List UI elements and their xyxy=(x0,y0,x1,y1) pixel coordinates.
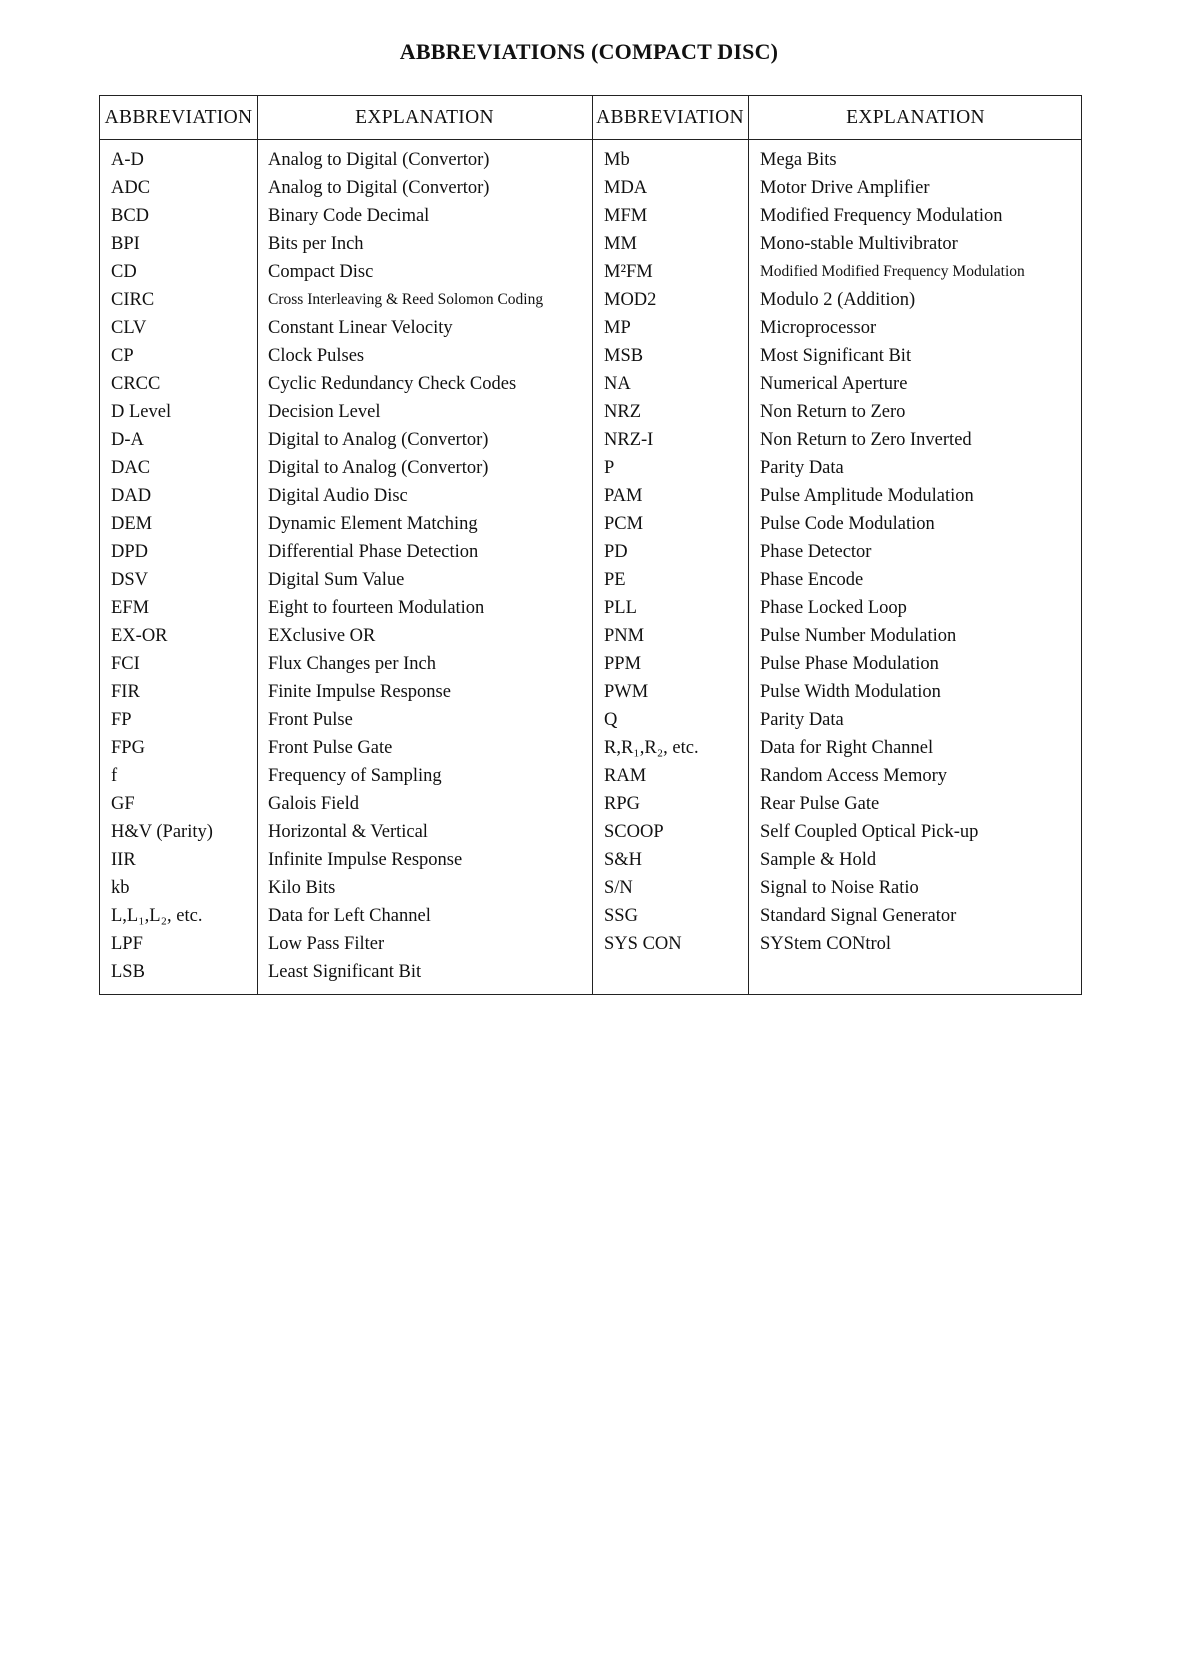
explanation-cell: SYStem CONtrol xyxy=(760,934,892,954)
abbreviation-cell: DEM xyxy=(111,514,153,534)
explanation-cell: Most Significant Bit xyxy=(760,346,912,366)
abbreviation-cell: SCOOP xyxy=(604,822,664,842)
explanation-cell: Signal to Noise Ratio xyxy=(760,878,919,898)
abbreviation-cell: f xyxy=(111,766,118,786)
explanation-cell: Finite Impulse Response xyxy=(268,682,451,702)
abbreviation-cell: LSB xyxy=(111,962,145,982)
explanation-cell: Analog to Digital (Convertor) xyxy=(268,150,490,170)
explanation-cell: Analog to Digital (Convertor) xyxy=(268,178,490,198)
explanation-cell: Motor Drive Amplifier xyxy=(760,178,930,198)
right-abbreviation-column xyxy=(604,146,699,958)
abbreviation-cell: GF xyxy=(111,794,135,814)
abbreviation-cell: kb xyxy=(111,878,130,898)
explanation-cell: Standard Signal Generator xyxy=(760,906,957,926)
abbreviation-cell: MDA xyxy=(604,178,648,198)
explanation-cell: Pulse Amplitude Modulation xyxy=(760,486,974,506)
explanation-cell: Pulse Number Modulation xyxy=(760,626,957,646)
explanation-cell: Frequency of Sampling xyxy=(268,766,442,786)
abbreviation-cell: DAD xyxy=(111,486,152,506)
explanation-cell: Front Pulse xyxy=(268,710,353,730)
explanation-cell: Least Significant Bit xyxy=(268,962,422,982)
explanation-cell: Kilo Bits xyxy=(268,878,336,898)
abbreviation-cell: MFM xyxy=(604,206,648,226)
explanation-cell: Data for Left Channel xyxy=(268,906,431,926)
abbreviation-cell: MOD2 xyxy=(604,290,657,310)
abbreviation-cell: EFM xyxy=(111,598,150,618)
abbreviation-cell: MP xyxy=(604,318,631,338)
explanation-cell: Cyclic Redundancy Check Codes xyxy=(268,374,517,394)
explanation-cell: Infinite Impulse Response xyxy=(268,850,463,870)
explanation-cell: Phase Encode xyxy=(760,570,864,590)
abbreviation-cell: CIRC xyxy=(111,290,155,310)
abbreviation-cell: NRZ xyxy=(604,402,641,422)
explanation-cell: Non Return to Zero Inverted xyxy=(760,430,972,450)
explanation-cell: Rear Pulse Gate xyxy=(760,794,880,814)
abbreviation-cell: D Level xyxy=(111,402,172,422)
explanation-cell: Constant Linear Velocity xyxy=(268,318,453,338)
abbreviation-cell: PWM xyxy=(604,682,649,702)
explanation-cell: Digital Audio Disc xyxy=(268,486,408,506)
explanation-cell: Pulse Code Modulation xyxy=(760,514,935,534)
abbreviation-cell: P xyxy=(604,458,615,478)
right-explanation-column xyxy=(760,146,1025,958)
abbreviation-cell: FCI xyxy=(111,654,140,674)
explanation-cell: Mega Bits xyxy=(760,150,837,170)
abbreviation-cell: R,R₁,R₂, etc. xyxy=(604,738,699,758)
explanation-cell: Digital to Analog (Convertor) xyxy=(268,458,489,478)
explanation-cell: EXclusive OR xyxy=(268,626,376,646)
explanation-cell: Low Pass Filter xyxy=(268,934,385,954)
explanation-cell: Parity Data xyxy=(760,458,844,478)
header-divider xyxy=(100,139,1081,140)
abbreviation-cell: S/N xyxy=(604,878,633,898)
abbreviation-cell: S&H xyxy=(604,850,643,870)
abbreviation-cell: FIR xyxy=(111,682,140,702)
abbreviation-cell: SYS CON xyxy=(604,934,682,954)
explanation-cell: Galois Field xyxy=(268,794,359,814)
explanation-cell: Front Pulse Gate xyxy=(268,738,393,758)
left-abbreviation-column xyxy=(111,146,213,986)
abbreviation-cell: PNM xyxy=(604,626,645,646)
explanation-cell: Non Return to Zero xyxy=(760,402,906,422)
explanation-cell: Modulo 2 (Addition) xyxy=(760,290,916,310)
page-title: ABBREVIATIONS (COMPACT DISC) xyxy=(399,39,779,64)
left-explanation-column xyxy=(268,146,543,986)
explanation-cell: Phase Detector xyxy=(760,542,872,562)
abbreviation-cell: RAM xyxy=(604,766,647,786)
abbreviation-cell: PPM xyxy=(604,654,642,674)
explanation-cell: Modified Frequency Modulation xyxy=(760,206,1003,226)
abbreviations-table xyxy=(99,95,1082,995)
abbreviation-cell: D-A xyxy=(111,430,144,450)
explanation-cell: Parity Data xyxy=(760,710,844,730)
explanation-cell: Pulse Width Modulation xyxy=(760,682,941,702)
explanation-cell: Eight to fourteen Modulation xyxy=(268,598,485,618)
abbreviation-cell: DAC xyxy=(111,458,151,478)
explanation-cell: Phase Locked Loop xyxy=(760,598,907,618)
abbreviation-cell: LPF xyxy=(111,934,143,954)
abbreviation-cell: PLL xyxy=(604,598,637,618)
abbreviation-cell: Mb xyxy=(604,150,630,170)
explanation-cell: Numerical Aperture xyxy=(760,374,908,394)
column-divider xyxy=(257,96,258,994)
abbreviation-cell: H&V (Parity) xyxy=(111,822,213,842)
header-abbreviation-left: ABBREVIATION xyxy=(104,107,253,128)
explanation-cell: Flux Changes per Inch xyxy=(268,654,437,674)
explanation-cell: Random Access Memory xyxy=(760,766,948,786)
abbreviation-cell: ADC xyxy=(111,178,151,198)
explanation-cell: Differential Phase Detection xyxy=(268,542,479,562)
header-explanation-left: EXPLANATION xyxy=(355,107,494,128)
explanation-cell: Dynamic Element Matching xyxy=(268,514,478,534)
explanation-cell: Horizontal & Vertical xyxy=(268,822,428,842)
explanation-cell: Binary Code Decimal xyxy=(268,206,430,226)
explanation-cell: Modified Modified Frequency Modulation xyxy=(760,263,1025,280)
abbreviation-cell: MSB xyxy=(604,346,644,366)
explanation-cell: Mono-stable Multivibrator xyxy=(760,234,958,254)
abbreviation-cell: FPG xyxy=(111,738,145,758)
abbreviation-cell: PE xyxy=(604,570,626,590)
explanation-cell: Bits per Inch xyxy=(268,234,364,254)
explanation-cell: Digital Sum Value xyxy=(268,570,405,590)
abbreviation-cell: MM xyxy=(604,234,637,254)
header-abbreviation-right: ABBREVIATION xyxy=(596,107,744,128)
abbreviation-cell: CD xyxy=(111,262,137,282)
explanation-cell: Decision Level xyxy=(268,402,381,422)
abbreviation-cell: DPD xyxy=(111,542,149,562)
abbreviation-cell: M²FM xyxy=(604,262,653,282)
abbreviation-cell: A-D xyxy=(111,150,144,170)
abbreviation-cell: PCM xyxy=(604,514,644,534)
explanation-cell: Pulse Phase Modulation xyxy=(760,654,939,674)
abbreviation-cell: BPI xyxy=(111,234,140,254)
explanation-cell: Self Coupled Optical Pick-up xyxy=(760,822,979,842)
abbreviation-cell: RPG xyxy=(604,794,640,814)
abbreviation-cell: DSV xyxy=(111,570,149,590)
explanation-cell: Clock Pulses xyxy=(268,346,365,366)
abbreviation-cell: Q xyxy=(604,710,618,730)
explanation-cell: Sample & Hold xyxy=(760,850,877,870)
abbreviation-cell: IIR xyxy=(111,850,136,870)
abbreviation-cell: CP xyxy=(111,346,134,366)
explanation-cell: Cross Interleaving & Reed Solomon Coding xyxy=(268,291,544,308)
abbreviation-cell: CRCC xyxy=(111,374,161,394)
abbreviation-cell: PD xyxy=(604,542,628,562)
explanation-cell: Data for Right Channel xyxy=(760,738,934,758)
abbreviation-cell: PAM xyxy=(604,486,643,506)
abbreviation-cell: SSG xyxy=(604,906,638,926)
abbreviation-cell: L,L₁,L₂, etc. xyxy=(111,906,203,926)
abbreviation-cell: CLV xyxy=(111,318,147,338)
explanation-cell: Digital to Analog (Convertor) xyxy=(268,430,489,450)
abbreviation-cell: EX-OR xyxy=(111,626,168,646)
abbreviation-cell: FP xyxy=(111,710,132,730)
abbreviation-cell: NRZ-I xyxy=(604,430,654,450)
explanation-cell: Compact Disc xyxy=(268,262,374,282)
abbreviation-cell: BCD xyxy=(111,206,150,226)
header-explanation-right: EXPLANATION xyxy=(846,107,985,128)
explanation-cell: Microprocessor xyxy=(760,318,877,338)
abbreviation-cell: NA xyxy=(604,374,631,394)
column-divider xyxy=(748,96,749,994)
column-divider xyxy=(592,96,593,994)
